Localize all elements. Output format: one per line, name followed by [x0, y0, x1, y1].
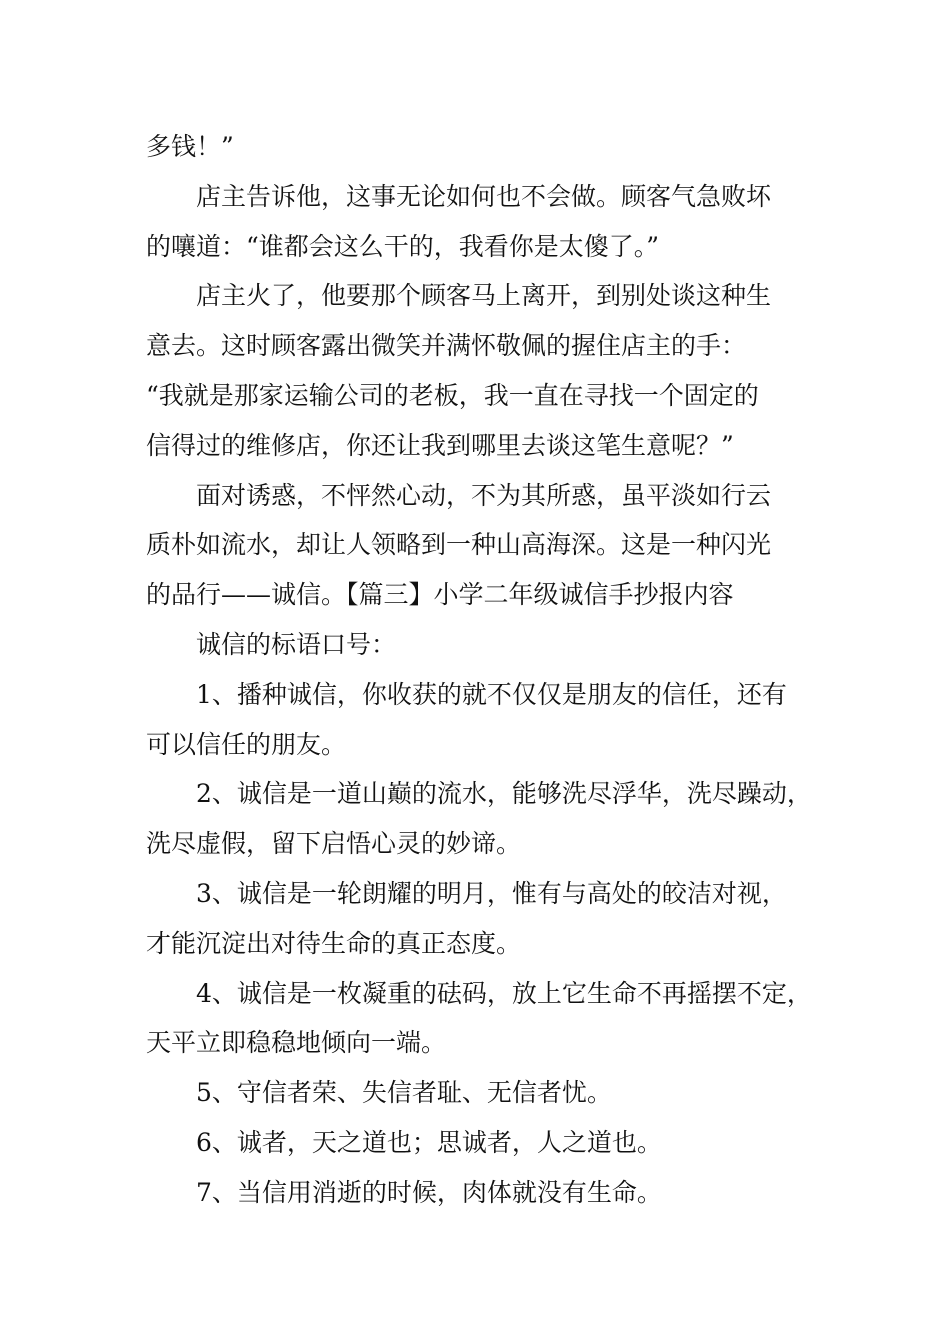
text-line: 意去。这时顾客露出微笑并满怀敬佩的握住店主的手： — [146, 331, 747, 361]
text-line: 的嚷道：“谁都会这么干的，我看你是太傻了。” — [146, 231, 660, 261]
text-line: “我就是那家运输公司的老板，我一直在寻找一个固定的 — [146, 380, 759, 410]
section-heading: 诚信的标语口号： — [196, 629, 397, 659]
list-item: 4、诚信是一枚凝重的砝码，放上它生命不再摇摆不定， — [196, 978, 812, 1008]
list-item: 2、诚信是一道山巅的流水，能够洗尽浮华，洗尽躁动， — [196, 779, 812, 809]
text-line: 店主告诉他，这事无论如何也不会做。顾客气急败坏 — [196, 181, 772, 211]
list-item: 6、诚者，天之道也；思诚者，人之道也。 — [196, 1127, 662, 1157]
text-line: 多钱！” — [146, 132, 234, 161]
list-item-continuation: 才能沉淀出对待生命的真正态度。 — [146, 928, 522, 958]
list-item: 7、当信用消逝的时候，肉体就没有生命。 — [196, 1177, 662, 1207]
text-line: 信得过的维修店，你还让我到哪里去谈这笔生意呢？” — [146, 430, 734, 460]
list-item-continuation: 天平立即稳稳地倾向一端。 — [146, 1028, 447, 1058]
text-line: 的品行——诚信。【篇三】小学二年级诚信手抄报内容 — [146, 580, 734, 610]
list-item-continuation: 可以信任的朋友。 — [146, 729, 347, 759]
text-line: 质朴如流水，却让人领略到一种山高海深。这是一种闪光 — [146, 530, 772, 560]
list-item: 1、播种诚信，你收获的就不仅仅是朋友的信任，还有 — [196, 679, 787, 709]
list-item-continuation: 洗尽虚假，留下启悟心灵的妙谛。 — [146, 829, 522, 859]
list-item: 5、守信者荣、失信者耻、无信者忧。 — [196, 1078, 612, 1108]
list-item: 3、诚信是一轮朗耀的明月，惟有与高处的皎洁对视， — [196, 878, 787, 908]
text-line: 店主火了，他要那个顾客马上离开，到别处谈这种生 — [196, 281, 772, 311]
text-line: 面对诱惑，不怦然心动，不为其所惑，虽平淡如行云 — [196, 480, 772, 510]
document-body — [146, 122, 822, 1218]
